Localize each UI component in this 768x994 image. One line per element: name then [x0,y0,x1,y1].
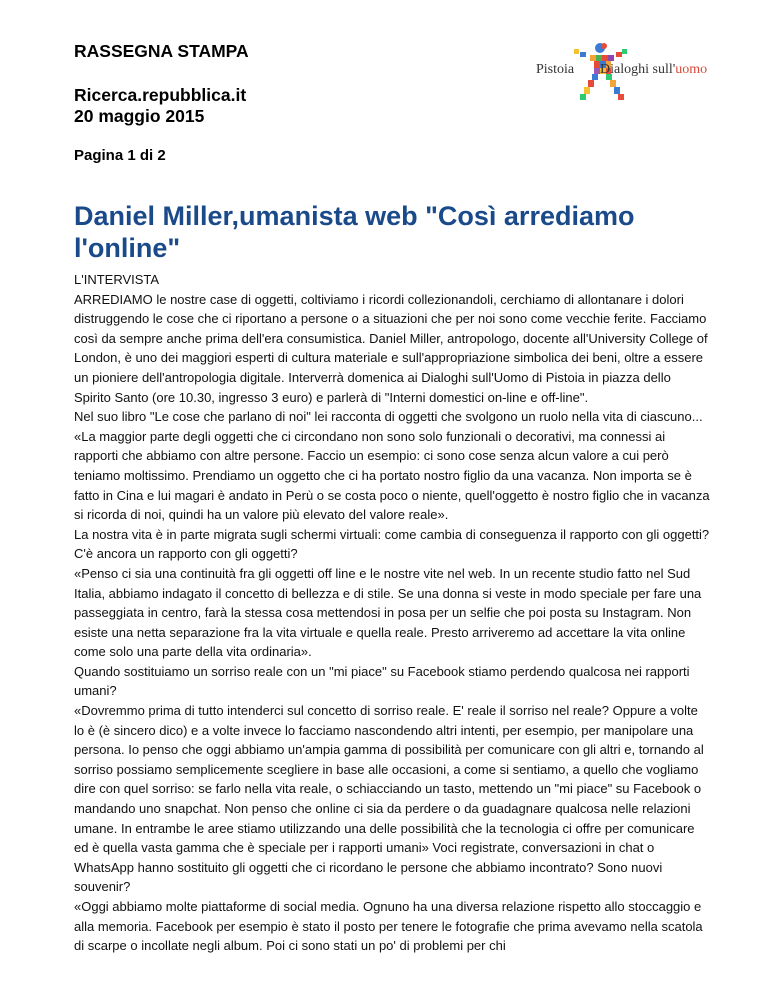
article-paragraph: Nel suo libro "Le cose che parlano di noi" lei racconta di oggetti che svolgono un ruolo nella vita di ciascuno... [74,409,703,425]
logo-city-text: Pistoia [536,62,575,77]
article-paragraph: La nostra vita è in parte migrata sugli schermi virtuali: come cambia di conseguenza il rapporto con gli oggetti? C'è ancora un rapporto con gli oggetti? [74,526,710,562]
article-body [74,270,710,956]
press-review-label: RASSEGNA STAMPA [74,41,249,61]
logo-festival-main: Dialoghi sull' [600,62,676,77]
article-paragraph: L'INTERVISTA [74,272,160,287]
page-indicator: Pagina 1 di 2 [74,147,166,164]
article-paragraph: «Dovremmo prima di tutto intenderci sul concetto di sorriso reale. E' reale il sorriso nel reale? Oppure a volte lo è (è sincero dico) e a volte invece lo facciamo nascondendo altri intenti, per esempio, per manipolare una persona. Io penso che oggi abbiamo un'ampia gamma di possibilità per comunicare con gli altri e, tornando al sorriso possiamo semplicemente scegliere in base alle occasioni, a come si sentiamo, a quello che vogliamo dire con quel sorriso: se farlo nella vita reale, o schiacciando un tasto, mettendo un "mi piace" su Facebook o mandando uno snapchat. Non penso che online ci sia da perdere o da guadagnare qualcosa nelle relazioni umane. In entrambe le aree stiamo utilizzando una delle possibilità che la tecnologia ci offre per comunicare ed è quella vasta gamma che è speciale per i rapporti umani» Voci registrate, conversazioni in chat o WhatsApp hanno sostituito gli oggetti che ci ricordano le persone che abbiamo incontrato? Sono nuovi souvenir? [74,703,704,895]
article-paragraph: Quando sostituiamo un sorriso reale con un "mi piace" su Facebook stiamo perdendo qualcosa nei rapporti umani? [74,663,690,699]
article-title: Daniel Miller,umanista web "Così arrediamo l'online" [74,201,635,263]
logo-festival-accent: uomo [675,62,708,77]
publication-date: 20 maggio 2015 [74,106,205,126]
source-name: Ricerca.repubblica.it [74,85,247,105]
press-header [74,40,494,164]
article-paragraph: «La maggior parte degli oggetti che ci circondano non sono solo funzionali o decorativi, ma connessi ai rapporti che abbiamo con altre persone. Faccio un esempio: ci sono cose senza alcun valore a cui però teniamo moltissimo. Prendiamo un oggetto che ci ha portato nostro figlio da una vacanza. Non importa se è fatto in Cina e lui magari è andato in Perù o se costa poco o niente, quell'oggetto è nostro figlio che in vacanza si ricorda di noi, quindi ha un valore più elevato del valore reale». [74,428,710,523]
article-paragraph: «Oggi abbiamo molte piattaforme di social media. Ognuno ha una diversa relazione rispetto allo stoccaggio e alla memoria. Facebook per esempio è stato il posto per tenere le fotografie che prima avevamo nella scatola di scarpe o incollate negli album. Poi ci sono stati un po' di problemi per chi [74,899,703,954]
festival-logo [530,40,710,104]
logo-festival-text [600,62,707,78]
article-paragraph: ARREDIAMO le nostre case di oggetti, coltiviamo i ricordi collezionandoli, cerchiamo di allontanare i dolori distruggendo le cose che ci riportano a persone o a situazioni che per noi sono come vecchie ferite. Facciamo così da sempre anche prima dell'era consumistica. Daniel Miller, antropologo, docente all'University College of London, è uno dei maggiori esperti di cultura materiale e sull'appropriazione simbolica dei beni, oltre a essere un pioniere dell'antropologia digitale. Interverrà domenica ai Dialoghi sull'Uomo di Pistoia in piazza dello Spirito Santo (ore 10.30, ingresso 3 euro) e parlerà di "Interni domestici on-line e off-line". [74,291,708,405]
article-paragraph: «Penso ci sia una continuità fra gli oggetti off line e le nostre vite nel web. In un recente studio fatto nel Sud Italia, abbiamo indagato il concetto di bellezza e di stile. Se una donna si veste in modo speciale per fare una passeggiata in centro, farà la stessa cosa mettendosi in posa per un selfie che poi posta su Instagram. Non esiste una netta separazione fra la vita virtuale e quella reale. Presto arriveremo ad accettare la vita online come solo una parte della vita ordinaria». [74,565,702,660]
